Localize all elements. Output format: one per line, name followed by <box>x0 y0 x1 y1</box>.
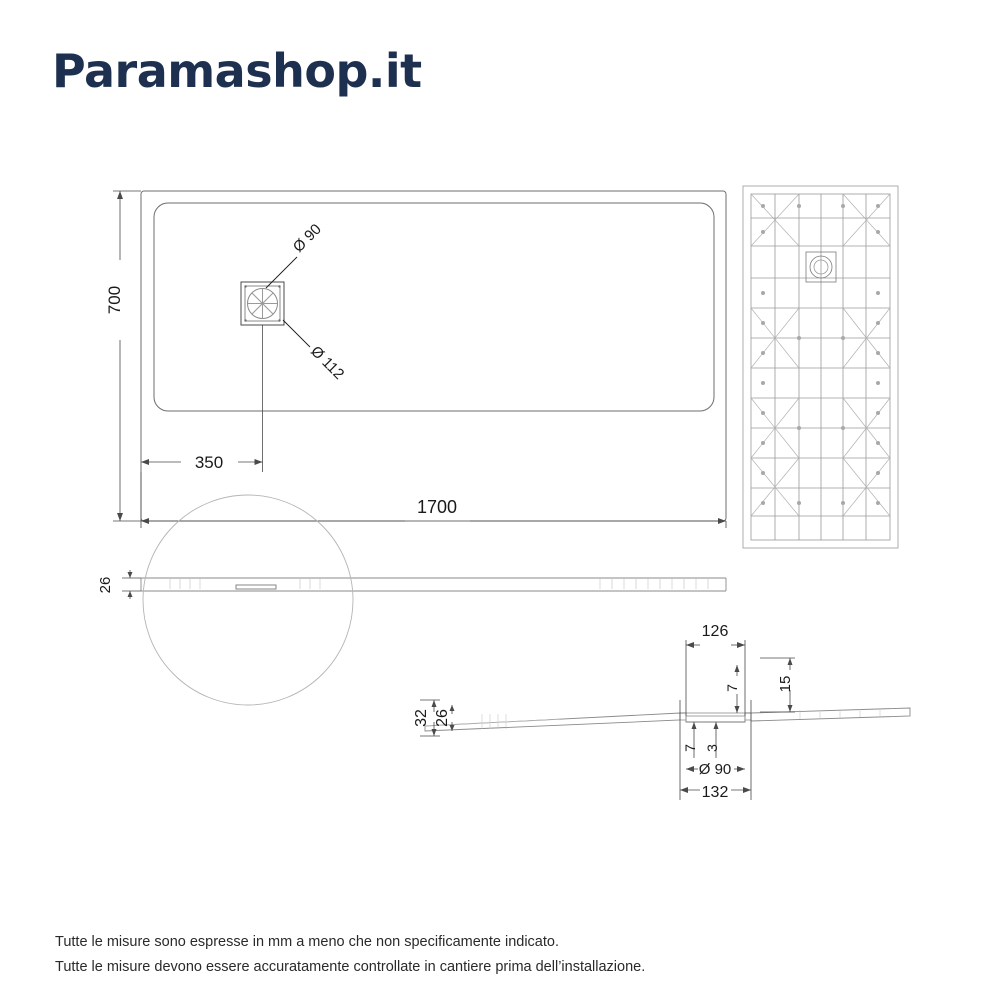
label-26-side: 26 <box>97 576 114 594</box>
dimension-26-side <box>122 570 141 599</box>
underside-outline <box>743 186 898 548</box>
detail-dimensions <box>420 640 795 800</box>
dimension-350 <box>141 325 263 521</box>
drain-leaders <box>266 257 310 347</box>
label-350: 350 <box>194 453 224 472</box>
detail-section-view <box>425 708 910 731</box>
label-700: 700 <box>105 285 124 315</box>
underside-view <box>743 186 898 548</box>
side-section-view <box>141 578 726 591</box>
label-detail-7-left: 7 <box>682 744 698 752</box>
label-detail-drain-90: Ø 90 <box>698 761 732 778</box>
label-detail-132: 132 <box>701 784 729 801</box>
brand-title: Paramashop.it <box>52 44 422 98</box>
label-detail-126: 126 <box>701 623 729 640</box>
dimension-1700 <box>141 518 726 528</box>
dimension-700 <box>113 191 141 521</box>
note-line-1: Tutte le misure sono espresse in mm a meno che non specificamente indicato. <box>55 934 559 950</box>
note-line-2: Tutte le misure devono essere accuratamente controllate in cantiere prima dell’installazione. <box>55 959 646 975</box>
label-detail-7-right: 7 <box>724 684 740 692</box>
top-view <box>141 191 726 521</box>
label-drain-cover-112: Ø 112 <box>307 342 348 383</box>
tray-outline <box>141 191 726 521</box>
label-detail-32: 32 <box>413 709 430 727</box>
detail-callout-circle <box>143 495 353 705</box>
label-1700: 1700 <box>416 497 458 517</box>
tray-basin-outline <box>154 203 714 411</box>
label-detail-15: 15 <box>777 675 794 693</box>
label-drain-diameter-90: Ø 90 <box>289 220 325 256</box>
label-detail-3: 3 <box>704 744 720 752</box>
label-detail-26: 26 <box>434 709 451 727</box>
